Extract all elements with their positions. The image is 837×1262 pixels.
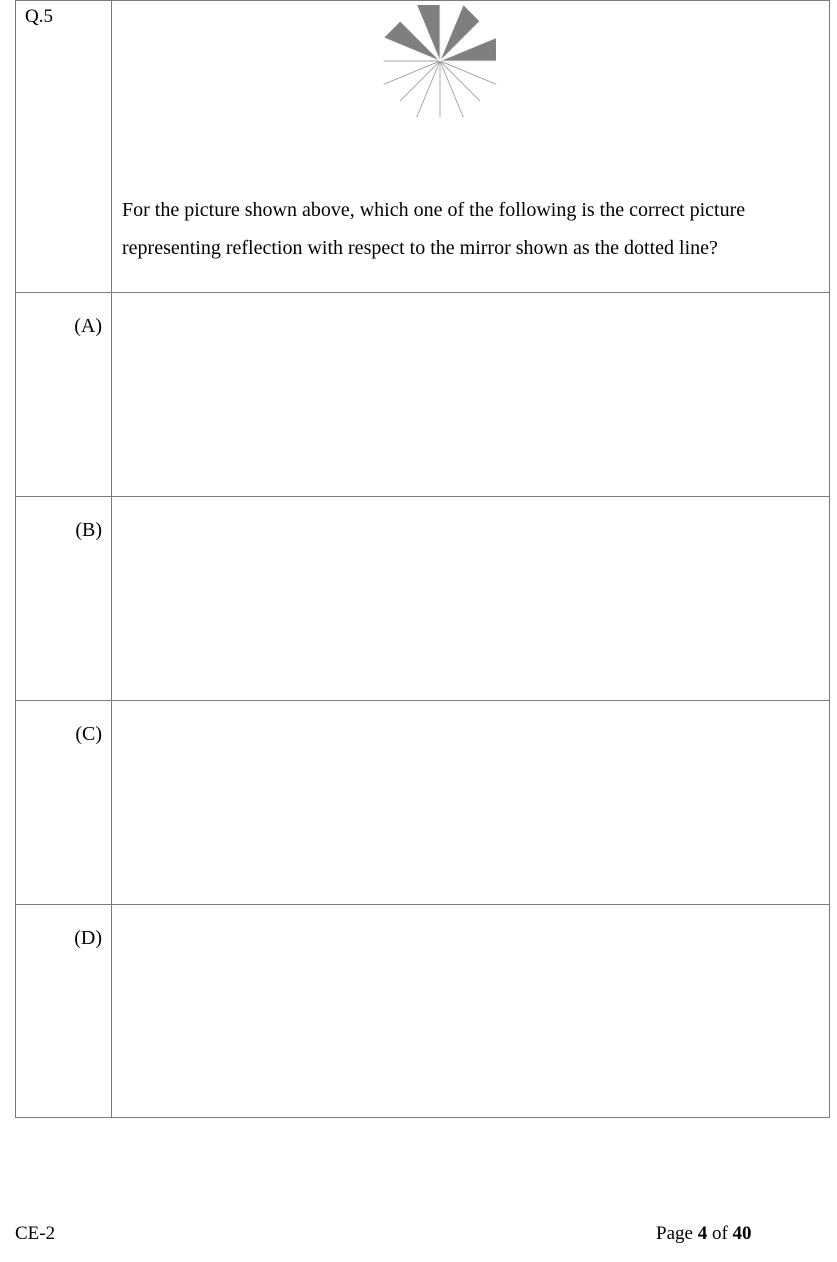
option-label-cell-b — [16, 497, 112, 701]
option-label-b[interactable]: (B) — [75, 519, 102, 541]
question-number-cell — [16, 1, 112, 293]
page-number — [656, 1223, 752, 1245]
page-current: 4 — [697, 1223, 708, 1244]
spoke-line — [440, 61, 480, 101]
question-row — [16, 1, 830, 293]
option-label-a[interactable]: (A) — [74, 315, 102, 337]
page-prefix: Page — [656, 1223, 693, 1244]
paper-code: CE-2 — [15, 1223, 56, 1244]
question-figure — [382, 1, 562, 186]
option-row-b[interactable] — [16, 497, 830, 701]
page-of: of — [711, 1223, 728, 1244]
page-total: 40 — [732, 1223, 752, 1244]
option-row-c[interactable] — [16, 701, 830, 905]
option-figure-cell-c[interactable] — [112, 701, 830, 905]
option-label-c[interactable]: (C) — [75, 723, 102, 745]
option-figure-cell-b[interactable] — [112, 497, 830, 701]
question-number: Q.5 — [25, 6, 53, 27]
question-table — [15, 0, 830, 1118]
option-label-d[interactable]: (D) — [74, 927, 102, 949]
octagon-wheel — [384, 5, 497, 118]
option-figure-b[interactable] — [112, 497, 332, 699]
option-figure-c[interactable] — [112, 701, 332, 903]
option-label-cell-c — [16, 701, 112, 905]
question-text: For the picture shown above, which one of the following is the correct picture representing reflection with respect to the mirror shown as the dotted line? — [122, 199, 746, 259]
option-figure-a[interactable] — [112, 293, 332, 495]
spoke-line — [400, 61, 440, 101]
option-figure-d[interactable] — [112, 905, 332, 1116]
option-row-d[interactable] — [16, 905, 830, 1118]
option-row-a[interactable] — [16, 293, 830, 497]
option-figure-cell-d[interactable] — [112, 905, 830, 1118]
option-label-cell-a — [16, 293, 112, 497]
option-figure-cell-a[interactable] — [112, 293, 830, 497]
option-label-cell-d — [16, 905, 112, 1118]
question-body-cell — [112, 1, 830, 293]
